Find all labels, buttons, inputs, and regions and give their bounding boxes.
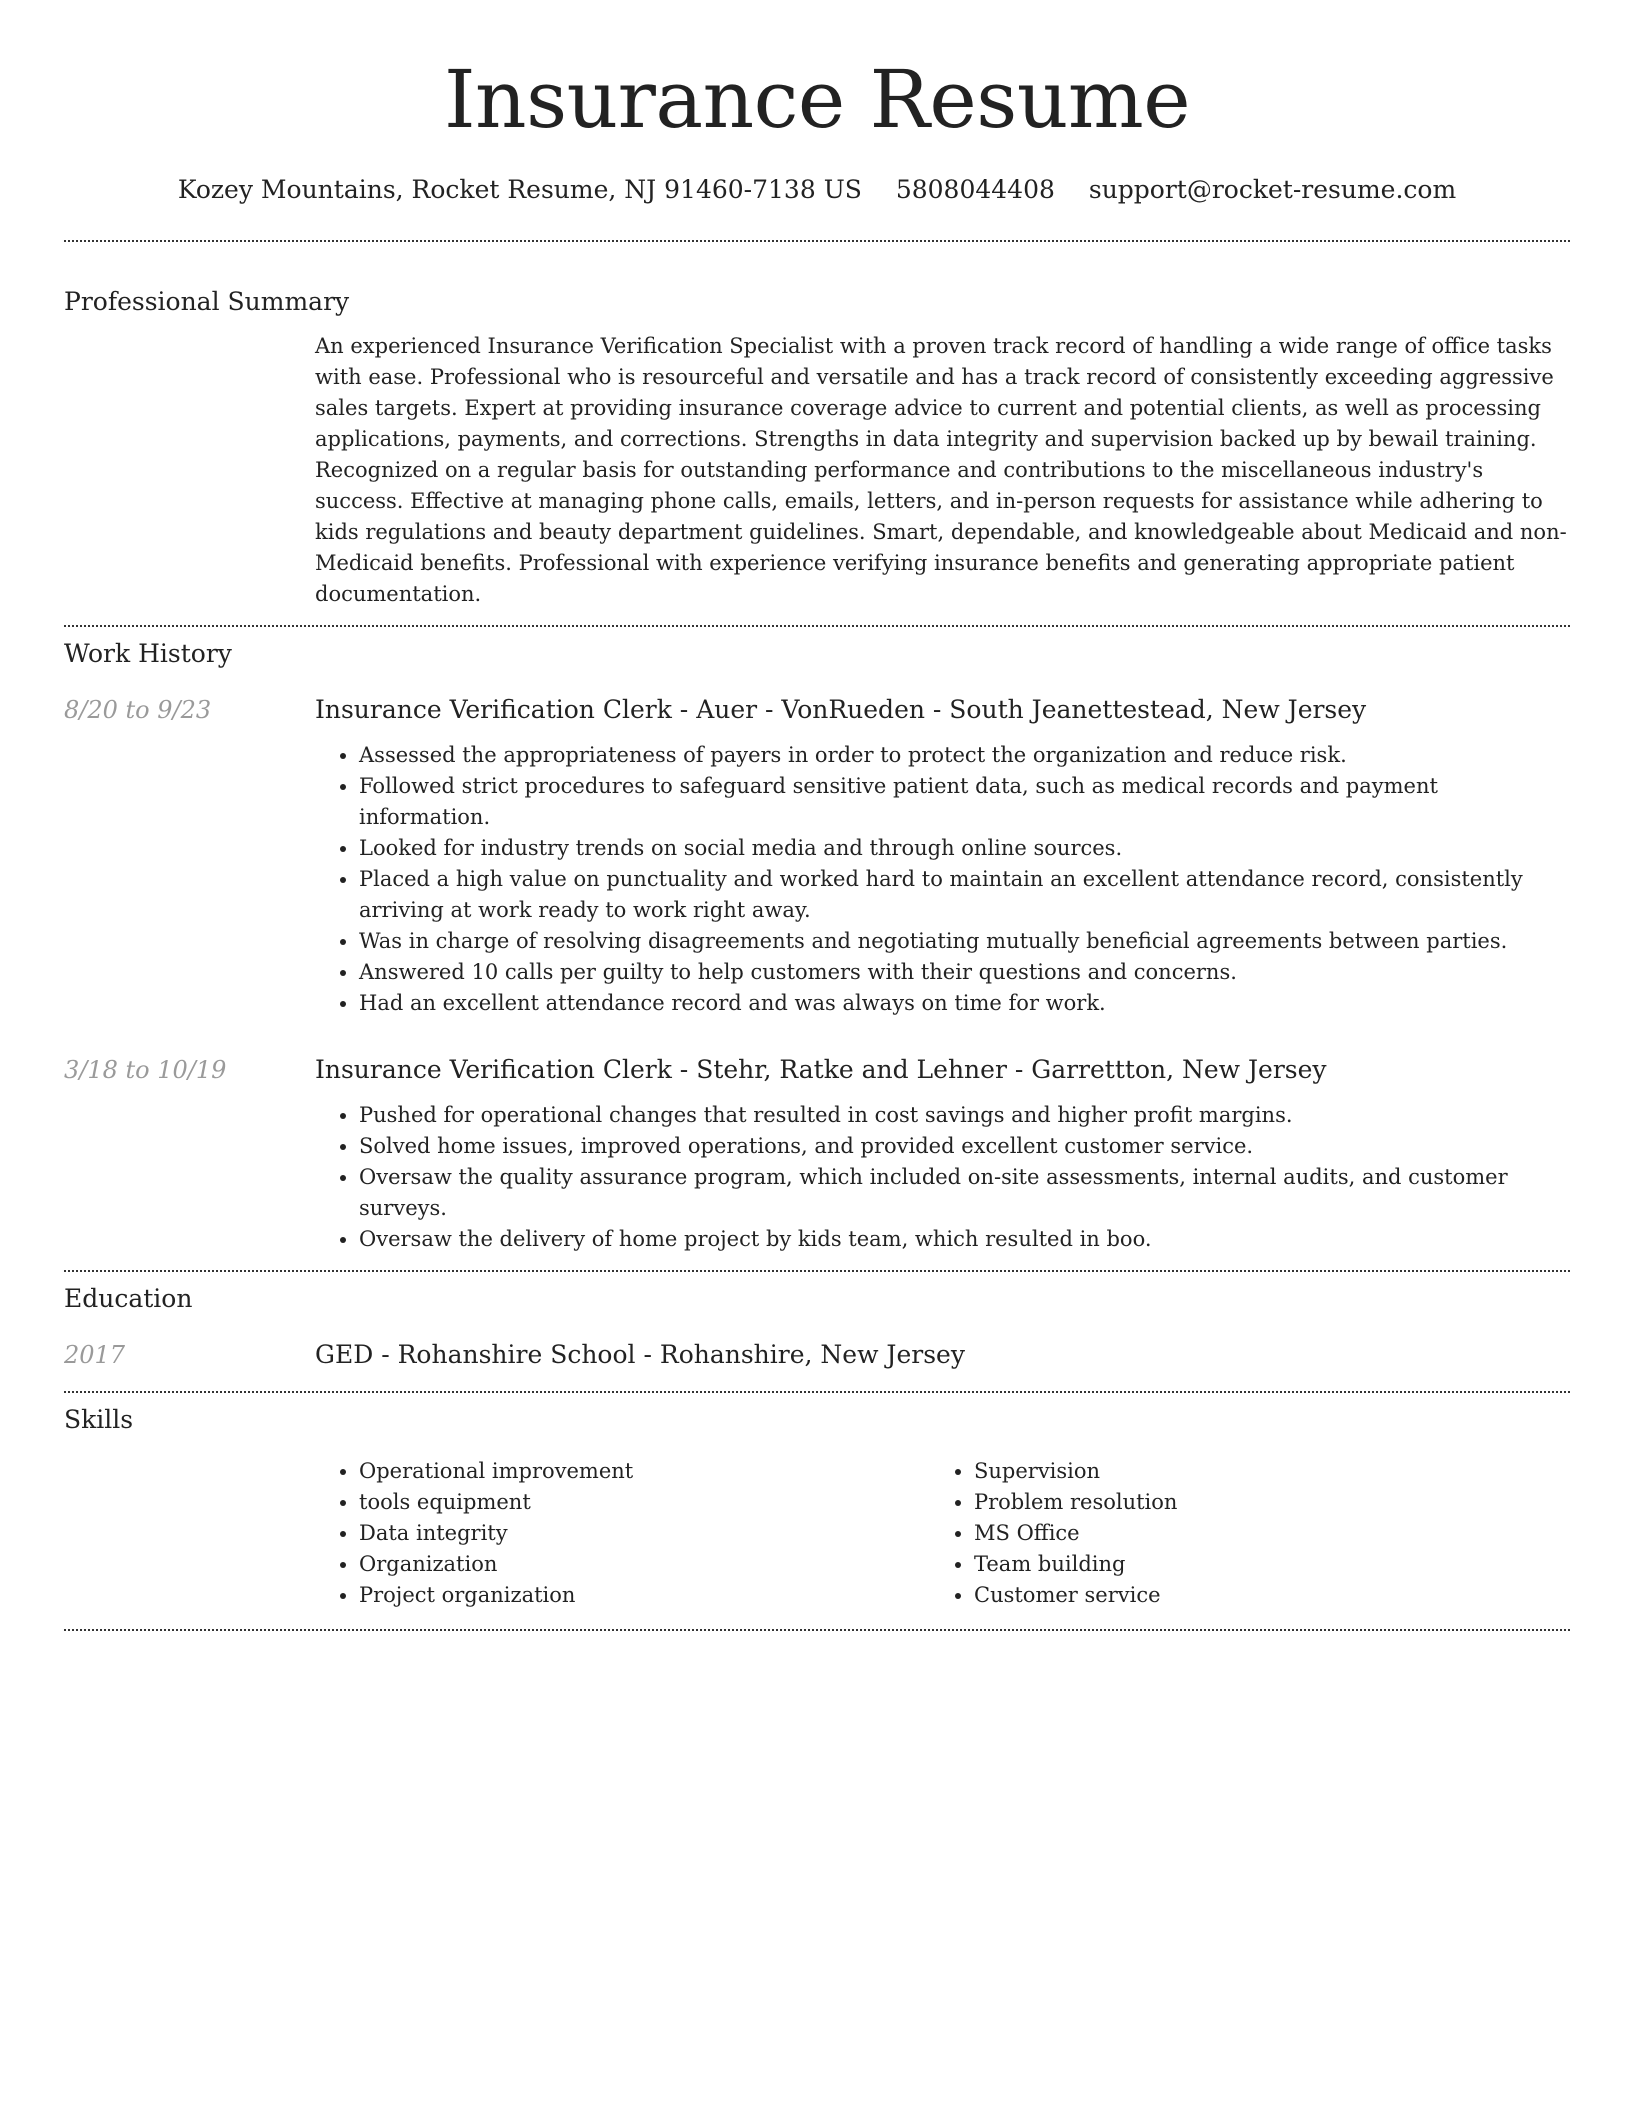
job-title: Insurance Verification Clerk - Stehr, Ratke and Lehner - Garrettton, New Jersey bbox=[315, 1055, 1327, 1084]
job-dates: 3/18 to 10/19 bbox=[64, 1056, 227, 1084]
list-item: • Operational improvement bbox=[359, 1456, 930, 1487]
list-item: • Organization bbox=[359, 1549, 930, 1580]
list-item: • Oversaw the delivery of home project by kids team, which resulted in boo. bbox=[359, 1224, 1570, 1255]
list-item: • Team building bbox=[974, 1549, 1545, 1580]
summary-heading: Professional Summary bbox=[64, 287, 350, 316]
work-history-heading: Work History bbox=[64, 639, 232, 668]
list-item: • MS Office bbox=[974, 1518, 1545, 1549]
divider bbox=[64, 625, 1570, 627]
list-item: • Customer service bbox=[974, 1580, 1545, 1611]
list-item: • Solved home issues, improved operations, and provided excellent customer service. bbox=[359, 1131, 1570, 1162]
divider bbox=[64, 1270, 1570, 1272]
education-heading: Education bbox=[64, 1284, 193, 1313]
divider bbox=[64, 1629, 1570, 1631]
job-entry bbox=[64, 694, 1570, 1019]
list-item: • Looked for industry trends on social media and through online sources. bbox=[359, 833, 1570, 864]
contact-line bbox=[64, 174, 1570, 206]
summary-section bbox=[64, 286, 1570, 610]
resume-page bbox=[64, 0, 1570, 1631]
list-item: • Project organization bbox=[359, 1580, 930, 1611]
list-item: • Data integrity bbox=[359, 1518, 930, 1549]
job-bullets bbox=[315, 1100, 1570, 1255]
contact-address: Kozey Mountains, Rocket Resume, NJ 91460-7138 US bbox=[177, 175, 862, 204]
divider bbox=[64, 240, 1570, 242]
list-item: • Placed a high value on punctuality and worked hard to maintain an excellent attendance record, consistently arriving at work ready to work right away. bbox=[359, 864, 1570, 926]
job-bullets bbox=[315, 740, 1570, 1019]
skills-list-right bbox=[930, 1456, 1545, 1611]
list-item: • Oversaw the quality assurance program, which included on-site assessments, internal audits, and customer surveys. bbox=[359, 1162, 1570, 1224]
list-item: • Was in charge of resolving disagreements and negotiating mutually beneficial agreements between parties. bbox=[359, 926, 1570, 957]
education-year: 2017 bbox=[64, 1341, 126, 1369]
skills-heading: Skills bbox=[64, 1405, 134, 1434]
job-dates: 8/20 to 9/23 bbox=[64, 696, 212, 724]
list-item: • Followed strict procedures to safeguard sensitive patient data, such as medical records and payment information. bbox=[359, 771, 1570, 833]
list-item: • Supervision bbox=[974, 1456, 1545, 1487]
education-entry: GED - Rohanshire School - Rohanshire, New Jersey bbox=[315, 1340, 965, 1369]
work-history-section bbox=[64, 638, 1570, 1255]
list-item: • Answered 10 calls per guilty to help customers with their questions and concerns. bbox=[359, 957, 1570, 988]
list-item: • Had an excellent attendance record and was always on time for work. bbox=[359, 988, 1570, 1019]
list-item: • tools equipment bbox=[359, 1487, 930, 1518]
contact-phone: 5808044408 bbox=[895, 175, 1055, 204]
resume-title: Insurance Resume bbox=[443, 53, 1191, 146]
skills-section bbox=[64, 1404, 1570, 1611]
list-item: • Problem resolution bbox=[974, 1487, 1545, 1518]
skills-list-left bbox=[315, 1456, 930, 1611]
education-section bbox=[64, 1283, 1570, 1371]
summary-text: An experienced Insurance Verification Specialist with a proven track record of handling a wide range of office tasks with ease. Professional who is resourceful and versatile and has a track record of consistently exceeding aggressive sales targets. Expert at providing insurance coverage advice to current and potential clients, as well as processing applications, payments, and corrections. Strengths in data integrity and supervision backed up by bewail training. Recognized on a regular basis for outstanding performance and contributions to the miscellaneous industry's success. Effective at managing phone calls, emails, letters, and in-person requests for assistance while adhering to kids regulations and beauty department guidelines. Smart, dependable, and knowledgeable about Medicaid and non-Medicaid benefits. Professional with experience verifying insurance benefits and generating appropriate patient documentation. bbox=[315, 334, 1567, 606]
list-item: • Assessed the appropriateness of payers in order to protect the organization and reduce risk. bbox=[359, 740, 1570, 771]
divider bbox=[64, 1391, 1570, 1393]
job-entry bbox=[64, 1054, 1570, 1255]
contact-email: support@rocket-resume.com bbox=[1088, 175, 1457, 204]
list-item: • Pushed for operational changes that resulted in cost savings and higher profit margins. bbox=[359, 1100, 1570, 1131]
job-title: Insurance Verification Clerk - Auer - VonRueden - South Jeanettestead, New Jersey bbox=[315, 695, 1367, 724]
